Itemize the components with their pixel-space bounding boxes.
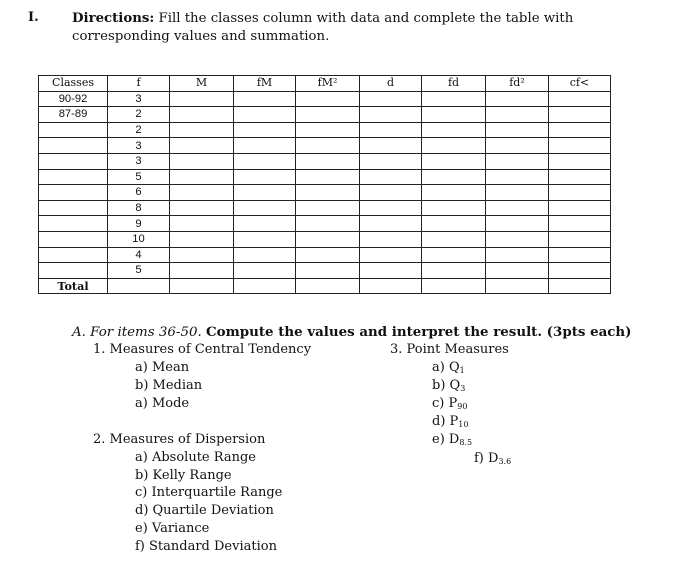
table-row <box>39 169 611 185</box>
class-cell <box>39 138 108 154</box>
blank-cell <box>486 231 549 247</box>
column-header: f <box>108 76 170 92</box>
total-row <box>39 278 611 294</box>
class-cell <box>39 122 108 138</box>
column-header: cf< <box>549 76 611 92</box>
frequency-cell: 9 <box>108 216 170 232</box>
blank-cell <box>296 122 360 138</box>
blank-cell <box>170 263 234 279</box>
group1-item: a) Mode <box>135 396 190 411</box>
blank-cell <box>549 153 611 169</box>
table-row <box>39 231 611 247</box>
blank-cell <box>360 216 422 232</box>
blank-cell <box>234 107 296 123</box>
point-measure-item: c) $P_{90}$ <box>432 396 468 411</box>
blank-cell <box>234 231 296 247</box>
blank-cell <box>422 200 486 216</box>
column-header: d <box>360 76 422 92</box>
blank-cell <box>422 153 486 169</box>
blank-cell <box>296 216 360 232</box>
frequency-cell: 2 <box>108 107 170 123</box>
table-row <box>39 185 611 201</box>
group2-item: e) Variance <box>135 521 210 536</box>
table-row <box>39 107 611 123</box>
frequency-cell: 5 <box>108 263 170 279</box>
blank-cell <box>170 247 234 263</box>
table-row <box>39 247 611 263</box>
column-header: fd² <box>486 76 549 92</box>
frequency-cell: 4 <box>108 247 170 263</box>
blank-cell <box>549 185 611 201</box>
blank-cell <box>486 200 549 216</box>
column-header: fM <box>234 76 296 92</box>
blank-cell <box>422 107 486 123</box>
blank-cell <box>486 138 549 154</box>
table-row <box>39 153 611 169</box>
table-header-row <box>39 76 611 92</box>
blank-cell <box>549 138 611 154</box>
column-header: fM² <box>296 76 360 92</box>
blank-cell <box>486 263 549 279</box>
blank-cell <box>234 216 296 232</box>
frequency-table <box>38 75 611 294</box>
blank-cell <box>422 278 486 294</box>
blank-cell <box>296 91 360 107</box>
blank-cell <box>234 91 296 107</box>
blank-cell <box>486 122 549 138</box>
table-row <box>39 138 611 154</box>
blank-cell <box>360 185 422 201</box>
blank-cell <box>549 122 611 138</box>
blank-cell <box>234 200 296 216</box>
total-label: Total <box>39 278 108 294</box>
blank-cell <box>422 122 486 138</box>
class-cell <box>39 231 108 247</box>
blank-cell <box>549 247 611 263</box>
group3-title: 3. Point Measures <box>390 342 509 357</box>
blank-cell <box>296 278 360 294</box>
blank-cell <box>170 200 234 216</box>
section-a-title <box>72 324 632 340</box>
blank-cell <box>234 153 296 169</box>
blank-cell <box>360 91 422 107</box>
frequency-cell: 10 <box>108 231 170 247</box>
class-cell <box>39 200 108 216</box>
frequency-cell: 3 <box>108 153 170 169</box>
class-cell <box>39 169 108 185</box>
frequency-cell: 3 <box>108 91 170 107</box>
blank-cell <box>486 169 549 185</box>
blank-cell <box>296 169 360 185</box>
column-header: M <box>170 76 234 92</box>
blank-cell <box>486 91 549 107</box>
group2-title: 2. Measures of Dispersion <box>93 432 266 447</box>
class-cell: 90-92 <box>39 91 108 107</box>
directions-label: Directions: <box>72 11 155 26</box>
blank-cell <box>549 107 611 123</box>
group1-item: a) Mean <box>135 360 190 375</box>
blank-cell <box>360 200 422 216</box>
frequency-cell: 3 <box>108 138 170 154</box>
point-measure-item: b) $Q_3$ <box>432 378 466 393</box>
blank-cell <box>296 231 360 247</box>
section-numeral: I. <box>28 10 39 25</box>
blank-cell <box>170 231 234 247</box>
blank-cell <box>486 278 549 294</box>
table-row <box>39 91 611 107</box>
blank-cell <box>549 231 611 247</box>
class-cell <box>39 153 108 169</box>
blank-cell <box>549 263 611 279</box>
blank-cell <box>422 91 486 107</box>
class-cell <box>39 216 108 232</box>
blank-cell <box>422 185 486 201</box>
class-cell <box>39 247 108 263</box>
blank-cell <box>296 138 360 154</box>
blank-cell <box>170 216 234 232</box>
column-header: Classes <box>39 76 108 92</box>
table-row <box>39 263 611 279</box>
blank-cell <box>422 138 486 154</box>
group2-item: a) Absolute Range <box>135 450 256 465</box>
blank-cell <box>422 263 486 279</box>
directions-body: Fill the classes column with data and complete the table with corresponding values and summation. <box>72 11 574 44</box>
class-cell: 87-89 <box>39 107 108 123</box>
frequency-cell: 6 <box>108 185 170 201</box>
blank-cell <box>296 200 360 216</box>
blank-cell <box>234 263 296 279</box>
group2-item: d) Quartile Deviation <box>135 503 274 518</box>
table-row <box>39 122 611 138</box>
blank-cell <box>234 185 296 201</box>
blank-cell <box>486 107 549 123</box>
directions-text <box>72 10 632 46</box>
blank-cell <box>234 247 296 263</box>
blank-cell <box>296 247 360 263</box>
blank-cell <box>549 278 611 294</box>
class-cell <box>39 263 108 279</box>
point-measure-item: f) $D_{3.6}$ <box>474 451 512 466</box>
column-header: fd <box>422 76 486 92</box>
blank-cell <box>296 107 360 123</box>
blank-cell <box>170 122 234 138</box>
blank-cell <box>234 122 296 138</box>
blank-cell <box>486 216 549 232</box>
blank-cell <box>422 247 486 263</box>
frequency-cell: 2 <box>108 122 170 138</box>
blank-cell <box>170 185 234 201</box>
group2-item: b) Kelly Range <box>135 468 232 483</box>
blank-cell <box>360 122 422 138</box>
blank-cell <box>296 263 360 279</box>
blank-cell <box>360 263 422 279</box>
blank-cell <box>360 231 422 247</box>
blank-cell <box>486 247 549 263</box>
point-measure-item: a) $Q_1$ <box>432 360 465 375</box>
blank-cell <box>360 107 422 123</box>
blank-cell <box>486 185 549 201</box>
group1-title: 1. Measures of Central Tendency <box>93 342 312 357</box>
blank-cell <box>549 169 611 185</box>
section-a-instruction: Compute the values and interpret the result. (3pts each) <box>206 324 632 340</box>
group2-item: c) Interquartile Range <box>135 485 283 500</box>
blank-cell <box>170 278 234 294</box>
group1-item: b) Median <box>135 378 203 393</box>
blank-cell <box>422 216 486 232</box>
table-row <box>39 216 611 232</box>
blank-cell <box>422 169 486 185</box>
blank-cell <box>549 200 611 216</box>
class-cell <box>39 185 108 201</box>
blank-cell <box>486 153 549 169</box>
blank-cell <box>549 91 611 107</box>
frequency-cell: 8 <box>108 200 170 216</box>
blank-cell <box>360 169 422 185</box>
blank-cell <box>234 138 296 154</box>
blank-cell <box>170 153 234 169</box>
table-row <box>39 200 611 216</box>
blank-cell <box>549 216 611 232</box>
blank-cell <box>170 91 234 107</box>
frequency-cell: 5 <box>108 169 170 185</box>
blank-cell <box>360 247 422 263</box>
section-a-prefix: A. For items 36-50. <box>72 325 202 340</box>
blank-cell <box>422 231 486 247</box>
blank-cell <box>170 169 234 185</box>
blank-cell <box>296 153 360 169</box>
blank-cell <box>234 278 296 294</box>
blank-cell <box>360 153 422 169</box>
blank-cell <box>170 107 234 123</box>
point-measure-item: e) $D_{8.5}$ <box>432 432 473 447</box>
point-measure-item: d) $P_{10}$ <box>432 414 469 429</box>
blank-cell <box>360 138 422 154</box>
blank-cell <box>296 185 360 201</box>
blank-cell <box>170 138 234 154</box>
blank-cell <box>234 169 296 185</box>
blank-cell <box>360 278 422 294</box>
group2-item: f) Standard Deviation <box>135 539 277 554</box>
blank-cell <box>108 278 170 294</box>
